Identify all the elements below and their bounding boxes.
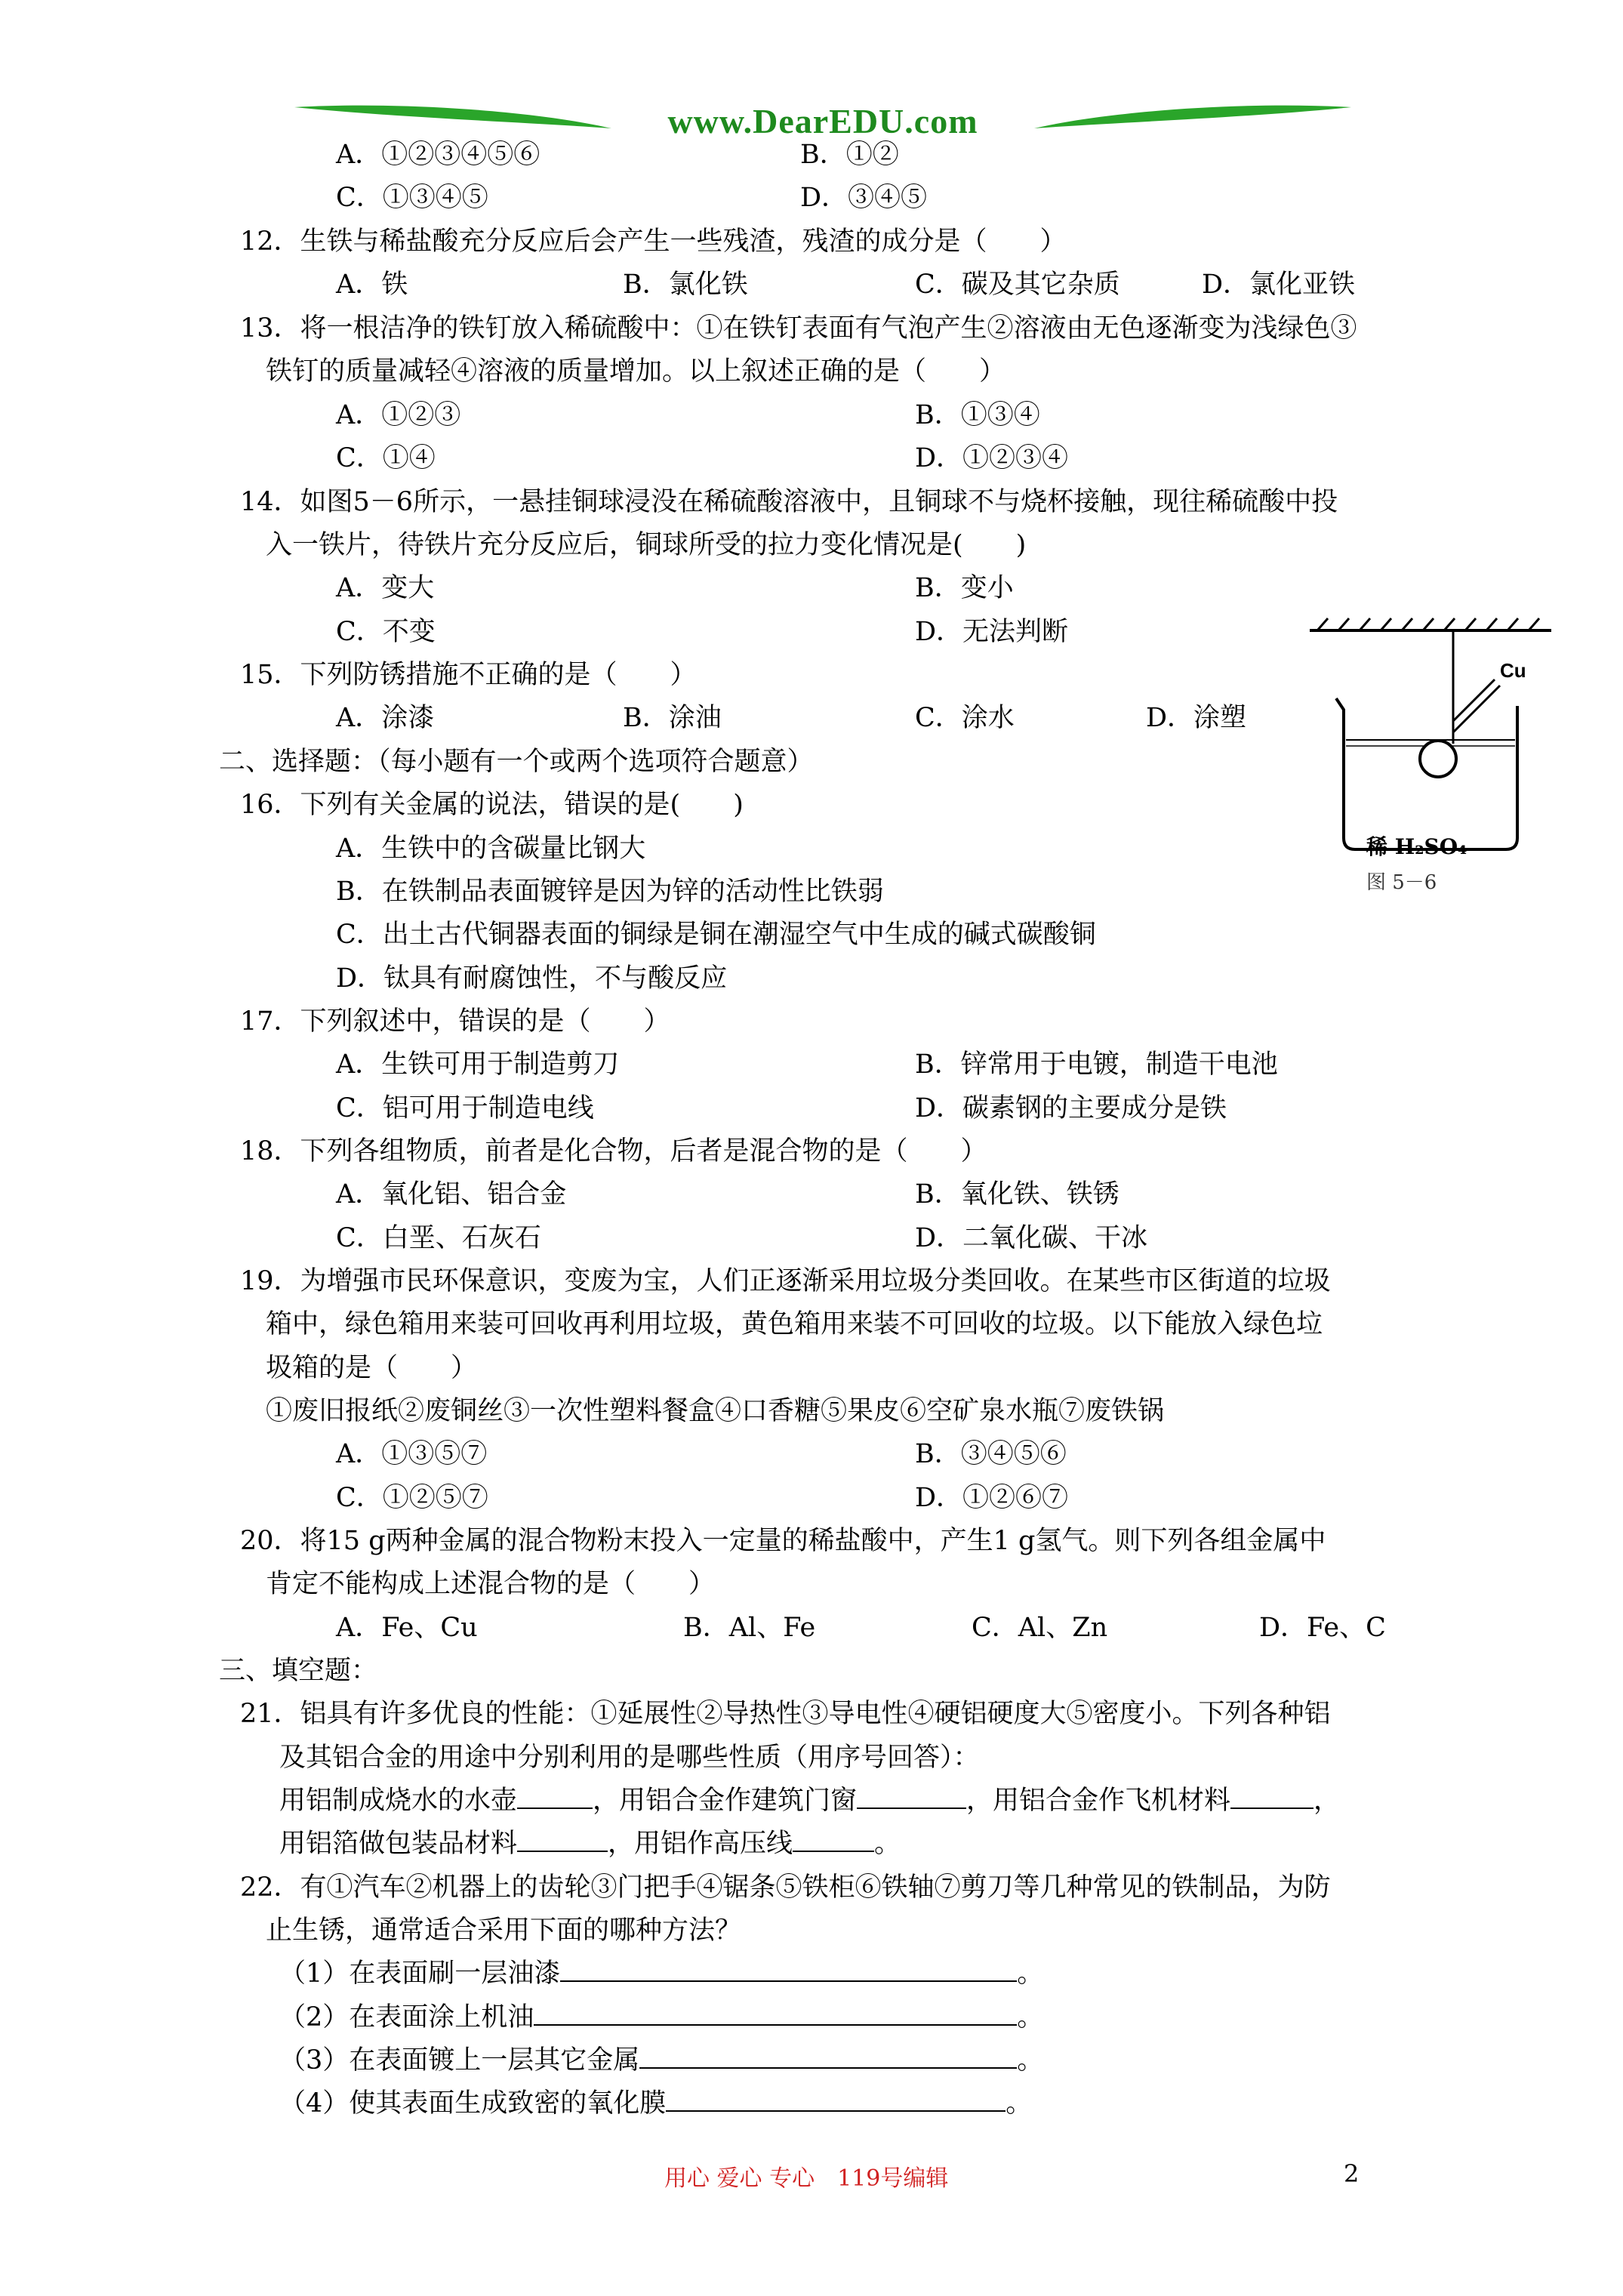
blank-q22-1[interactable] xyxy=(560,1958,1017,1982)
q22-item-2-period: 。 xyxy=(1017,2002,1044,2032)
q14-option-a: A．变大 xyxy=(336,573,435,603)
q22-item-4-text: （4）使其表面生成致密的氧化膜 xyxy=(279,2088,667,2119)
q19-option-c: C．①②⑤⑦ xyxy=(336,1483,488,1513)
question-17: 17．下列叙述中，错误的是（ ） xyxy=(240,1006,670,1037)
question-14-line-1: 14．如图5－6所示，一悬挂铜球浸没在稀硫酸溶液中，且铜球不与烧杯接触，现往稀硫酸中投 xyxy=(240,487,1338,517)
q22-item-1-text: （1）在表面刷一层油漆 xyxy=(279,1959,561,1989)
question-13-line-1: 13．将一根洁净的铁钉放入稀硫酸中：①在铁钉表面有气泡产生②溶液由无色逐渐变为浅绿色③ xyxy=(240,313,1357,344)
question-14-line-2: 入一铁片，待铁片充分反应后，铜球所受的拉力变化情况是( ) xyxy=(266,530,1027,560)
q13-option-c: C．①④ xyxy=(336,443,436,473)
q22-item-3 xyxy=(279,2044,1043,2077)
blank-aircraft[interactable] xyxy=(1230,1785,1313,1809)
q12-option-b: B．氯化铁 xyxy=(623,270,748,300)
q12-option-d: D．氯化亚铁 xyxy=(1202,270,1356,300)
header-site-name: www.DearEDU.com xyxy=(667,102,978,140)
figure-number: 图 5－6 xyxy=(1366,871,1437,894)
q18-option-a: A．氧化铝、铝合金 xyxy=(336,1179,567,1210)
q15-option-d: D．涂塑 xyxy=(1146,703,1247,733)
question-18: 18．下列各组物质，前者是化合物，后者是混合物的是（ ） xyxy=(240,1136,987,1166)
option-b: B．①② xyxy=(800,140,899,170)
question-15: 15．下列防锈措施不正确的是（ ） xyxy=(240,660,697,690)
section-2-heading: 二、选择题：（每小题有一个或两个选项符合题意） xyxy=(219,747,814,777)
q21-text-kettle: 用铝制成烧水的水壶 xyxy=(279,1786,518,1816)
q14-option-d: D．无法判断 xyxy=(915,617,1069,647)
question-22-line-2: 止生锈，通常适合采用下面的哪种方法？ xyxy=(266,1915,742,1946)
q16-option-c: C．出土古代铜器表面的铜绿是铜在潮湿空气中生成的碱式碳酸铜 xyxy=(336,920,1096,950)
q15-option-b: B．涂油 xyxy=(623,703,722,733)
q14-option-b: B．变小 xyxy=(915,573,1014,603)
q19-option-a: A．①③⑤⑦ xyxy=(336,1439,488,1469)
option-c: C．①③④⑤ xyxy=(336,183,488,213)
blank-q22-3[interactable] xyxy=(639,2045,1017,2069)
q17-option-b: B．锌常用于电镀，制造干电池 xyxy=(915,1049,1278,1080)
q17-option-a: A．生铁可用于制造剪刀 xyxy=(336,1049,620,1080)
q14-option-c: C．不变 xyxy=(336,617,436,647)
question-21-line-3 xyxy=(279,1784,1340,1817)
beaker-svg xyxy=(1302,608,1559,864)
q19-option-b: B．③④⑤⑥ xyxy=(915,1439,1067,1469)
q15-option-c: C．涂水 xyxy=(915,703,1015,733)
q18-option-b: B．氧化铁、铁锈 xyxy=(915,1179,1119,1210)
question-22-line-1: 22．有①汽车②机器上的齿轮③门把手④锯条⑤铁柜⑥铁轴⑦剪刀等几种常见的铁制品，为防 xyxy=(240,1872,1331,1903)
q22-item-1-period: 。 xyxy=(1017,1959,1044,1989)
q22-item-3-period: 。 xyxy=(1017,2045,1044,2076)
question-21-line-4 xyxy=(279,1827,901,1860)
question-20-line-2: 肯定不能构成上述混合物的是（ ） xyxy=(266,1569,716,1599)
q21-text-aircraft: ，用铝合金作飞机材料 xyxy=(966,1786,1231,1816)
q21-text-comma: ， xyxy=(1313,1786,1341,1816)
q13-option-b: B．①③④ xyxy=(915,400,1040,430)
q16-option-a: A．生铁中的含碳量比钢大 xyxy=(336,834,646,864)
q22-item-1 xyxy=(279,1957,1043,1990)
q22-item-2 xyxy=(279,2001,1043,2034)
q19-option-d: D．①②⑥⑦ xyxy=(915,1483,1069,1513)
question-19-line-3: 圾箱的是（ ） xyxy=(266,1353,478,1383)
question-19-line-2: 箱中，绿色箱用来装可回收再利用垃圾，黄色箱用来装不可回收的垃圾。以下能放入绿色垃 xyxy=(266,1309,1323,1339)
q20-option-d: D．Fe、C xyxy=(1259,1613,1386,1643)
q22-item-2-text: （2）在表面涂上机油 xyxy=(279,2002,534,2032)
page-number: 2 xyxy=(1344,2159,1360,2188)
q18-option-c: C．白垩、石灰石 xyxy=(336,1223,541,1253)
q20-option-c: C．Al、Zn xyxy=(972,1613,1108,1643)
option-a: A．①②③④⑤⑥ xyxy=(336,140,540,170)
q20-option-a: A．Fe、Cu xyxy=(336,1613,478,1643)
figure-cu-label: Cu xyxy=(1500,659,1526,682)
q16-option-d: D．钛具有耐腐蚀性，不与酸反应 xyxy=(336,963,728,994)
q16-option-b: B．在铁制品表面镀锌是因为锌的活动性比铁弱 xyxy=(336,877,884,907)
q13-option-a: A．①②③ xyxy=(336,400,461,430)
q22-item-4 xyxy=(279,2087,1032,2120)
q18-option-d: D．二氧化碳、干冰 xyxy=(915,1223,1148,1253)
blank-foil[interactable] xyxy=(517,1828,608,1852)
blank-wire[interactable] xyxy=(793,1828,874,1852)
q22-item-4-period: 。 xyxy=(1006,2088,1033,2119)
blank-window[interactable] xyxy=(857,1785,966,1809)
q21-text-window: ，用铝合金作建筑门窗 xyxy=(593,1786,858,1816)
question-20-line-1: 20．将15 g两种金属的混合物粉末投入一定量的稀盐酸中，产生1 g氢气。则下列各组金属中 xyxy=(240,1526,1326,1556)
q21-text-wire: ，用铝作高压线 xyxy=(608,1829,793,1859)
option-d: D．③④⑤ xyxy=(800,183,928,213)
question-19-line-1: 19．为增强市民环保意识，变废为宝，人们正逐渐采用垃圾分类回收。在某些市区街道的垃圾 xyxy=(240,1266,1331,1296)
blank-q22-2[interactable] xyxy=(534,2002,1017,2026)
q20-option-b: B．Al、Fe xyxy=(683,1613,816,1643)
q22-item-3-text: （3）在表面镀上一层其它金属 xyxy=(279,2045,640,2076)
q21-text-period: 。 xyxy=(874,1829,901,1859)
q12-option-a: A．铁 xyxy=(336,270,408,300)
question-12: 12．生铁与稀盐酸充分反应后会产生一些残渣，残渣的成分是（ ） xyxy=(240,227,1067,257)
q12-option-c: C．碳及其它杂质 xyxy=(915,270,1120,300)
question-21-line-1: 21．铝具有许多优良的性能：①延展性②导热性③导电性④硬铝硬度大⑤密度小。下列各种铝 xyxy=(240,1699,1331,1729)
q17-option-c: C．铝可用于制造电线 xyxy=(336,1093,594,1123)
q17-option-d: D．碳素钢的主要成分是铁 xyxy=(915,1093,1227,1123)
question-16: 16．下列有关金属的说法，错误的是( ) xyxy=(240,790,744,820)
q13-option-d: D．①②③④ xyxy=(915,443,1069,473)
question-13-line-2: 铁钉的质量减轻④溶液的质量增加。以上叙述正确的是（ ） xyxy=(266,356,1006,387)
q15-option-a: A．涂漆 xyxy=(336,703,435,733)
question-19-items: ①废旧报纸②废铜丝③一次性塑料餐盒④口香糖⑤果皮⑥空矿泉水瓶⑦废铁锅 xyxy=(266,1396,1165,1426)
blank-kettle[interactable] xyxy=(517,1785,593,1809)
question-21-line-2: 及其铝合金的用途中分别利用的是哪些性质（用序号回答）： xyxy=(279,1743,980,1773)
section-3-heading: 三、填空题： xyxy=(219,1656,378,1686)
footer-text: 用心 爱心 专心 119号编辑 xyxy=(664,2165,949,2192)
q21-text-foil: 用铝箔做包装品材料 xyxy=(279,1829,518,1859)
blank-q22-4[interactable] xyxy=(666,2088,1006,2112)
figure-caption: 稀 H₂SO₄ xyxy=(1366,834,1467,859)
